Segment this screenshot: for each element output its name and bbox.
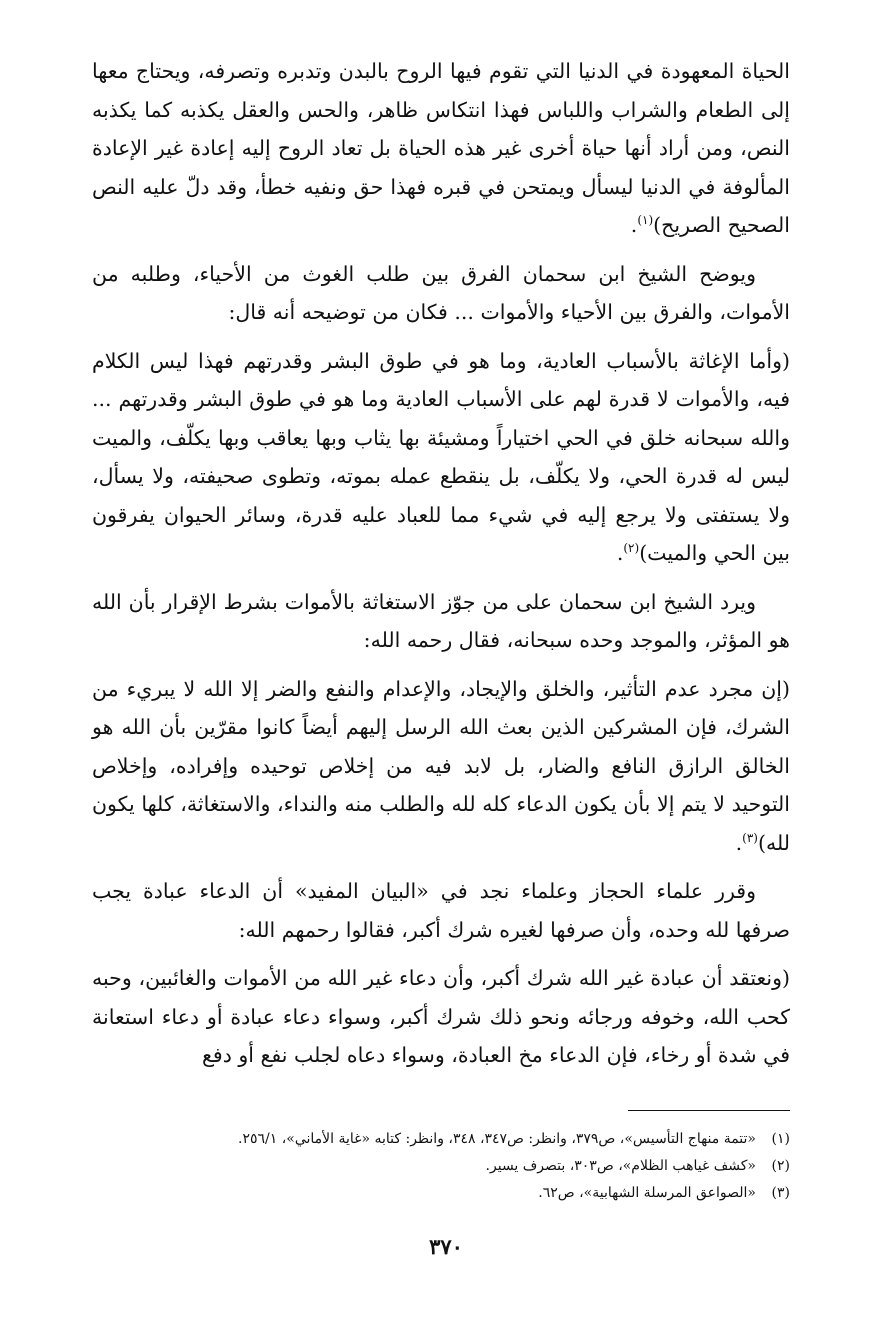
footnotes: [92, 1126, 790, 1207]
footnote-item: [92, 1153, 790, 1180]
footnote-separator: [628, 1110, 790, 1111]
quotation-text: (إن مجرد عدم التأثير، والخلق والإيجاد، والإعدام والنفع والضر إلا الله لا يبريء من الشرك، فإن المشركين الذين بعث الله الرسل إليهم أيضاً كانوا مقرّين بأن الله هو الخالق الرازق النافع والضار، بل لابد فيه من إخلاص توحيده وإفراده، وإخلاص التوحيد لا يتم إلا بأن يكون الدعاء كله لله والطلب منه والنداء، والاستغاثة، كلها يكون لله): [92, 676, 791, 855]
footnote-ref-3[interactable]: (٣): [742, 830, 758, 845]
paragraph-continuation: الحياة المعهودة في الدنيا التي تقوم فيها الروح بالبدن وتدبره وتصرفه، ويحتاج معها إلى الطعام والشراب واللباس فهذا انتكاس ظاهر، والحس والعقل يكذبه كما يكذبه النص، ومن أراد أنها حياة أخرى غير هذه الحياة بل تعاد الروح إليه إعادة غير الإعادة المألوفة في الدنيا ليسأل ويمتحن في قبره فهذا حق ونفيه خطأ، وقد دلّ عليه النص الصحيح الصريح)$^{(١)}$.: [92, 59, 790, 237]
paragraph-intro-2: ويرد الشيخ ابن سحمان على من جوّز الاستغاثة بالأموات بشرط الإقرار بأن الله هو المؤثر، والموجد وحده سبحانه، فقال رحمه الله:: [92, 589, 790, 652]
footnote-number: (٣): [771, 1185, 790, 1201]
footnote-ref-2[interactable]: (٢): [623, 541, 640, 556]
footnote-text: «تتمة منهاج التأسيس»، ص٣٧٩، وانظر: ص٣٤٧، ٣٤٨، وانظر: كتابه «غاية الأماني»، ٢٥٦/١.: [238, 1131, 756, 1147]
paragraph-intro-3: وقرر علماء الحجاز وعلماء نجد في «البيان المفيد» أن الدعاء عبادة يجب صرفها لله وحده، وأن صرفها لغيره شرك أكبر، فقالوا رحمهم الله:: [92, 879, 790, 942]
footnote-ref-1[interactable]: (١): [637, 213, 654, 228]
quotation-2: (إن مجرد عدم التأثير، والخلق والإيجاد، والإعدام والنفع والضر إلا الله لا يبريء من الشرك، فإن المشركين الذين بعث الله الرسل إليهم أيضاً كانوا مقرّين بأن الله هو الخالق الرازق النافع والضار، بل لابد فيه من إخلاص توحيده وإفراده، وإخلاص التوحيد لا يتم إلا بأن يكون الدعاء كله لله والطلب منه والنداء، والاستغاثة، كلها يكون لله)$^{(٣)}$.: [92, 676, 791, 855]
footnote-number: (٢): [771, 1158, 790, 1174]
quotation-1: (وأما الإغاثة بالأسباب العادية، وما هو في طوق البشر وقدرتهم فهذا ليس الكلام فيه، والأموات لا قدرة لهم على الأسباب العادية وما هو في طوق البشر وقدرتهم ... والله سبحانه خلق في الحي اختياراً ومشيئة بها يثاب وبها يعاقب وبها يكلّف، والميت ليس له قدرة الحي، ولا يكلّف، بل ينقطع عمله بموته، وتطوى صحيفته، ولا يسأل، ولا يستفتى ولا يرجع إليه في شيء مما للعباد عليه قدرة، وسائر الحيوان يفرقون بين الحي والميت)$^{(٢)}$.: [92, 348, 790, 565]
quotation-text: (وأما الإغاثة بالأسباب العادية، وما هو في طوق البشر وقدرتهم فهذا ليس الكلام فيه، والأموات لا قدرة لهم على الأسباب العادية وما هو في طوق البشر وقدرتهم ... والله سبحانه خلق في الحي اختياراً ومشيئة بها يثاب وبها يعاقب وبها يكلّف، والميت ليس له قدرة الحي، ولا يكلّف، بل ينقطع عمله بموته، وتطوى صحيفته، ولا يسأل، ولا يستفتى ولا يرجع إليه في شيء مما للعباد عليه قدرة، وسائر الحيوان يفرقون بين الحي والميت): [92, 348, 790, 565]
footnote-text: «الصواعق المرسلة الشهابية»، ص٦٢.: [538, 1185, 756, 1201]
quotation-3: (ونعتقد أن عبادة غير الله شرك أكبر، وأن دعاء غير الله من الأموات والغائبين، وحبه كحب الله، وخوفه ورجائه ونحو ذلك شرك أكبر، وسواء دعاء عبادة أو دعاء استعانة في شدة أو رخاء، فإن الدعاء مخ العبادة، وسواء دعاه لجلب نفع أو دفع: [92, 966, 790, 1067]
paragraph-intro-1: ويوضح الشيخ ابن سحمان الفرق بين طلب الغوث من الأحياء، وطلبه من الأموات، والفرق بين الأحياء والأموات ... فكان من توضيحه أنه قال:: [92, 261, 790, 324]
footnote-item: [92, 1126, 790, 1153]
footnote-text: «كشف غياهب الظلام»، ص٣٠٣، بتصرف يسير.: [485, 1158, 756, 1174]
footnote-number: (١): [771, 1131, 790, 1147]
page-number: ٣٧٠: [429, 1234, 463, 1259]
paragraph-text: الحياة المعهودة في الدنيا التي تقوم فيها الروح بالبدن وتدبره وتصرفه، ويحتاج معها إلى الطعام والشراب واللباس فهذا انتكاس ظاهر، والحس والعقل يكذبه كما يكذبه النص، ومن أراد أنها حياة أخرى غير هذه الحياة بل تعاد الروح إليه إعادة غير الإعادة المألوفة في الدنيا ليسأل ويمتحن في قبره فهذا حق ونفيه خطأ، وقد دلّ عليه النص الصحيح الصريح): [92, 59, 790, 237]
page-body: [92, 52, 790, 1075]
footnote-item: [92, 1180, 790, 1207]
